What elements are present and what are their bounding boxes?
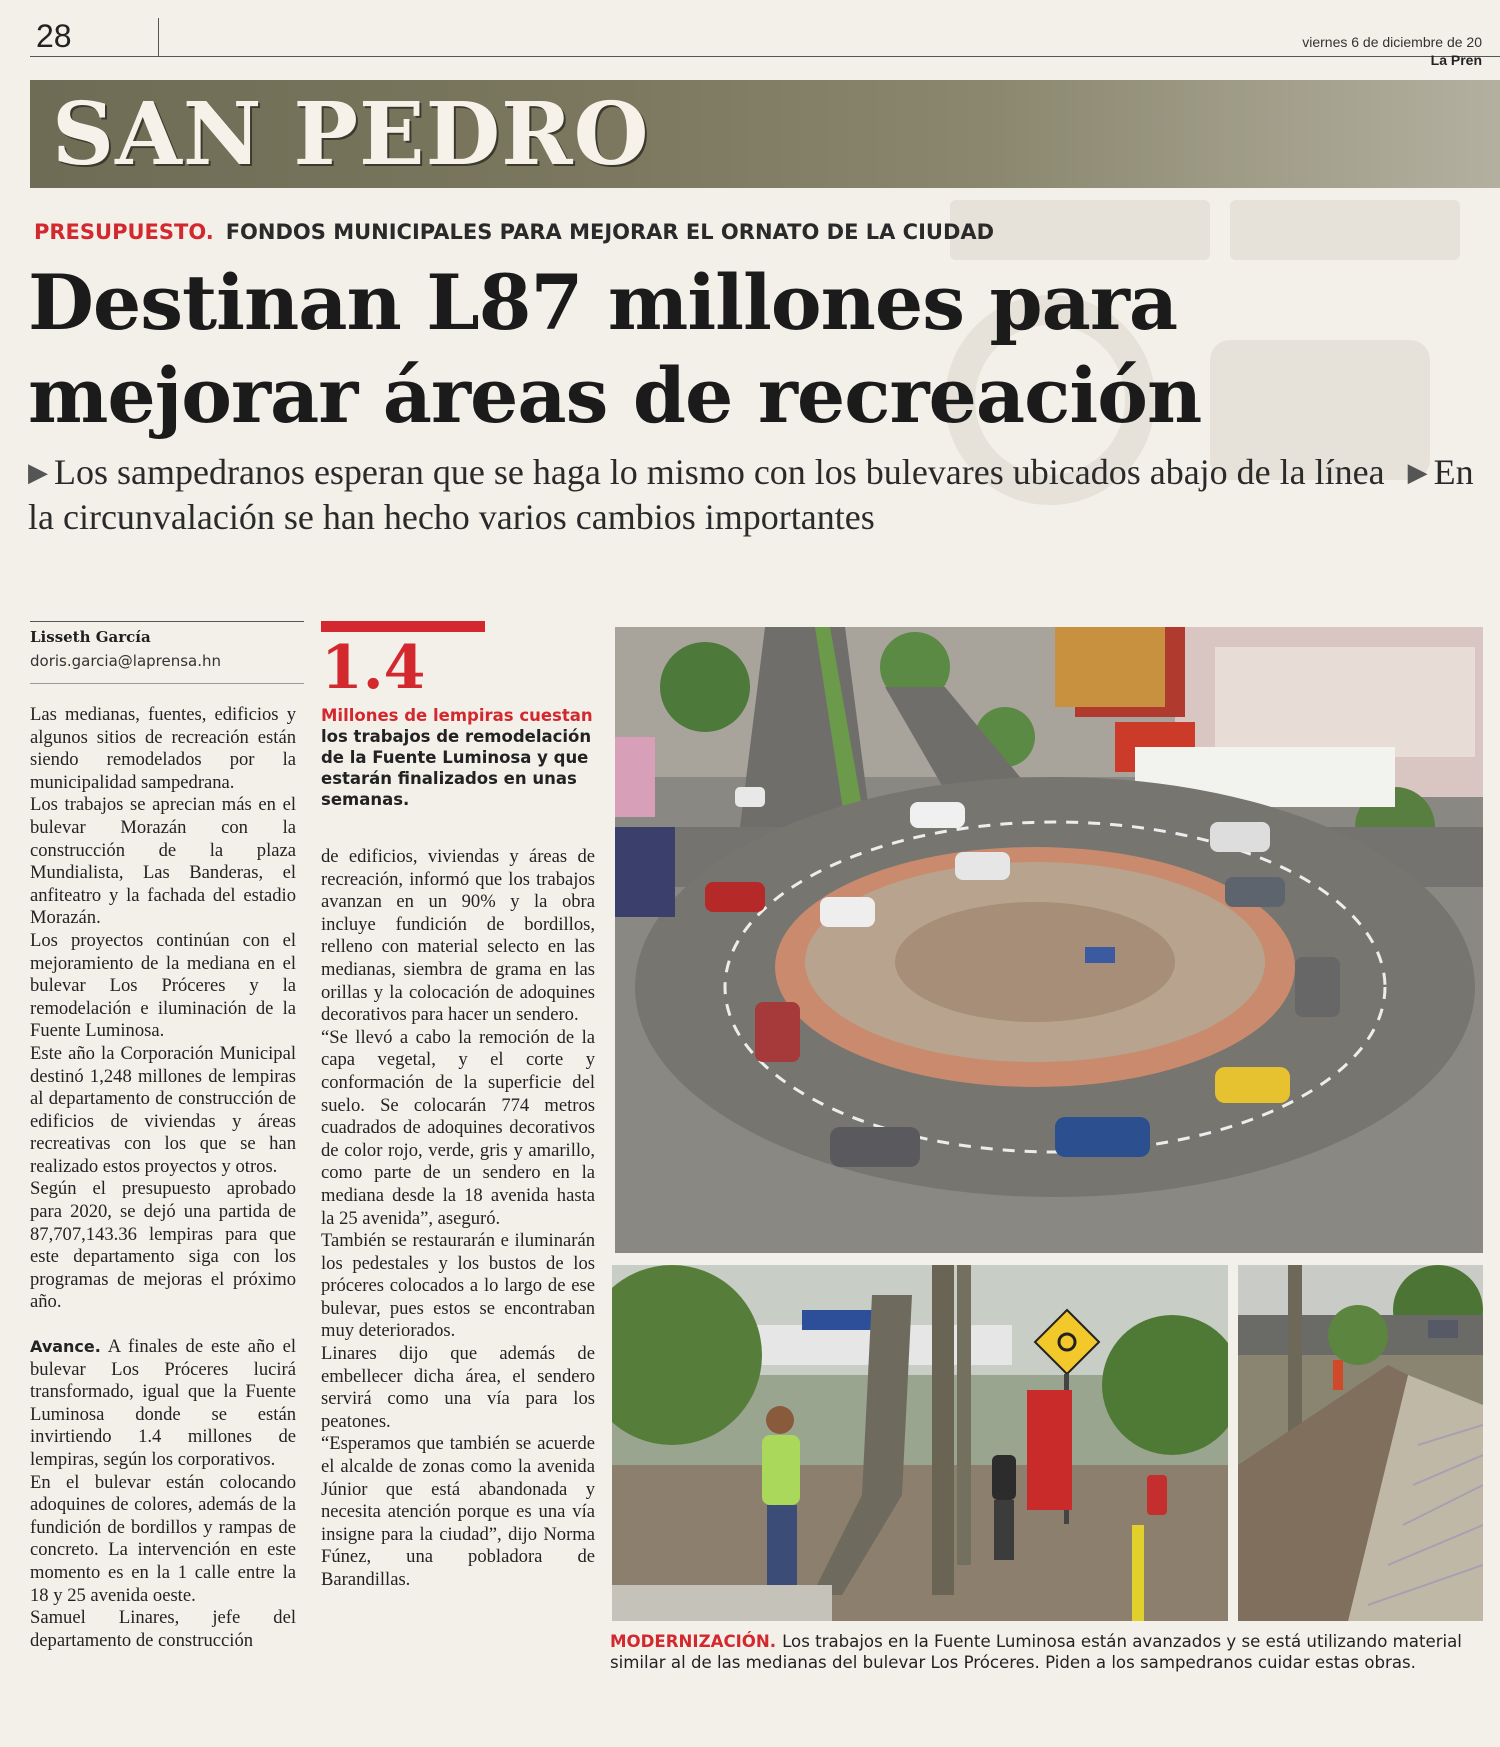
caption-text: Los trabajos en la Fuente Luminosa están avanzados y se está utilizando material similar al de las medianas del bulevar Los Próceres. Piden a los sampedranos cuidar estas obras. <box>610 1632 1462 1672</box>
issue-date: viernes 6 de diciembre de 20 <box>1302 34 1482 50</box>
stat-accent-bar <box>321 621 485 632</box>
paragraph: En el bulevar están colocando adoquines de colores, además de la fundición de bordillos y rampas de concreto. La intervención en este momento es en la 1 calle entre la 18 y 25 avenida oeste. <box>30 1471 296 1606</box>
paragraph-text: A finales de este año el bulevar Los Próceres lucirá transformado, igual que la Fuente Luminosa donde se están invirtiendo 1.4 millones de lempiras, según los corporativos. <box>30 1336 296 1470</box>
lead-in: Avance. <box>30 1337 101 1357</box>
paragraph-avance <box>30 1336 296 1472</box>
header-divider <box>158 18 159 56</box>
subhead-part-2: En la circunvalación se han hecho varios cambios importantes <box>28 452 1474 537</box>
section-title: SAN PEDRO <box>52 84 650 185</box>
paragraph: “Esperamos que también se acuerde el alcalde de zonas como la avenida Júnior que está abandonada y necesita atención porque es una vía insigne para la ciudad”, dijo Norma Fúnez, una pobladora de Barandillas. <box>321 1433 595 1590</box>
roundabout-photo <box>615 627 1483 1253</box>
triangle-bullet-icon: ▶ <box>1407 458 1428 487</box>
paragraph: Los proyectos continúan con el mejoramiento de la mediana en el bulevar Los Próceres y la remodelación e iluminación de la Fuente Luminosa. <box>30 929 296 1042</box>
paragraph: Linares dijo que además de embellecer dicha área, el sendero servirá como una vía para los peatones. <box>321 1343 595 1432</box>
newspaper-name: La Pren <box>1430 52 1482 68</box>
stat-red-text: Millones de lempiras cuestan <box>321 706 593 725</box>
paragraph: También se restaurarán e iluminarán los pedestales y los bustos de los próceres colocados a lo largo de ese bulevar, pues estos se encontraban muy deteriorados. <box>321 1230 595 1342</box>
kicker-text: FONDOS MUNICIPALES PARA MEJORAR EL ORNATO DE LA CIUDAD <box>225 220 995 244</box>
stat-number: 1.4 <box>321 633 426 703</box>
byline-rule <box>30 621 304 622</box>
subhead <box>28 450 1488 539</box>
paragraph: Samuel Linares, jefe del departamento de construcción <box>30 1607 296 1651</box>
headline-line-1: Destinan L87 millones para <box>28 258 1178 347</box>
headline <box>28 256 1468 442</box>
body-column-1 <box>30 704 296 1652</box>
kicker <box>34 220 994 244</box>
byline-name: Lisseth García <box>30 628 151 646</box>
stat-text: los trabajos de remodelación de la Fuente Luminosa y que estarán finalizados en unas semanas. <box>321 727 592 809</box>
paragraph: Las medianas, fuentes, edificios y algunos sitios de recreación están siendo remodelados por la municipalidad sampedrana. <box>30 704 296 793</box>
paragraph: Según el presupuesto aprobado para 2020, se dejó una partida de 87,707,143.36 lempiras para que este departamento siga con los programas de mejoras el próximo año. <box>30 1178 296 1313</box>
byline-email: doris.garcia@laprensa.hn <box>30 652 222 670</box>
paragraph: Los trabajos se aprecian más en el bulevar Morazán con la construcción de la plaza Mundialista, Las Banderas, el anfiteatro y la fachada del estadio Morazán. <box>30 794 296 929</box>
body-column-2 <box>321 846 595 1592</box>
headline-line-2: mejorar áreas de recreación <box>28 351 1202 440</box>
sidewalk-photo <box>1238 1265 1483 1621</box>
paragraph: de edificios, viviendas y áreas de recreación, informó que los trabajos avanzan en un 90% y la obra incluye fundición de bordillos, relleno con material selecto en las medianas, siembra de grama en las orillas y la colocación de adoquines decorativos para hacer un sendero. <box>321 846 595 1026</box>
paragraph: “Se llevó a cabo la remoción de la capa vegetal, y el corte y conformación de la superficie del suelo. Se colocarán 774 metros cuadrados de adoquines decorativos de color rojo, verde, gris y amarillo, como parte de un sendero en la mediana desde la 18 avenida hasta la 25 avenida”, aseguró. <box>321 1026 595 1229</box>
byline-rule-bottom <box>30 683 304 684</box>
header-rule <box>30 56 1500 57</box>
paragraph: Este año la Corporación Municipal destinó 1,248 millones de lempiras al departamento de construcción de edificios de viviendas y áreas recreativas con los que se han realizado estos proyectos y otros. <box>30 1042 296 1177</box>
page-number: 28 <box>36 18 72 54</box>
subhead-part-1: Los sampedranos esperan que se haga lo mismo con los bulevares ubicados abajo de la línea <box>54 452 1385 492</box>
photo-caption <box>610 1631 1490 1673</box>
caption-tag: MODERNIZACIÓN. <box>610 1632 777 1651</box>
stat-description <box>321 705 595 810</box>
triangle-bullet-icon: ▶ <box>28 458 48 487</box>
kicker-tag: PRESUPUESTO. <box>34 220 214 244</box>
workers-photo <box>612 1265 1228 1621</box>
